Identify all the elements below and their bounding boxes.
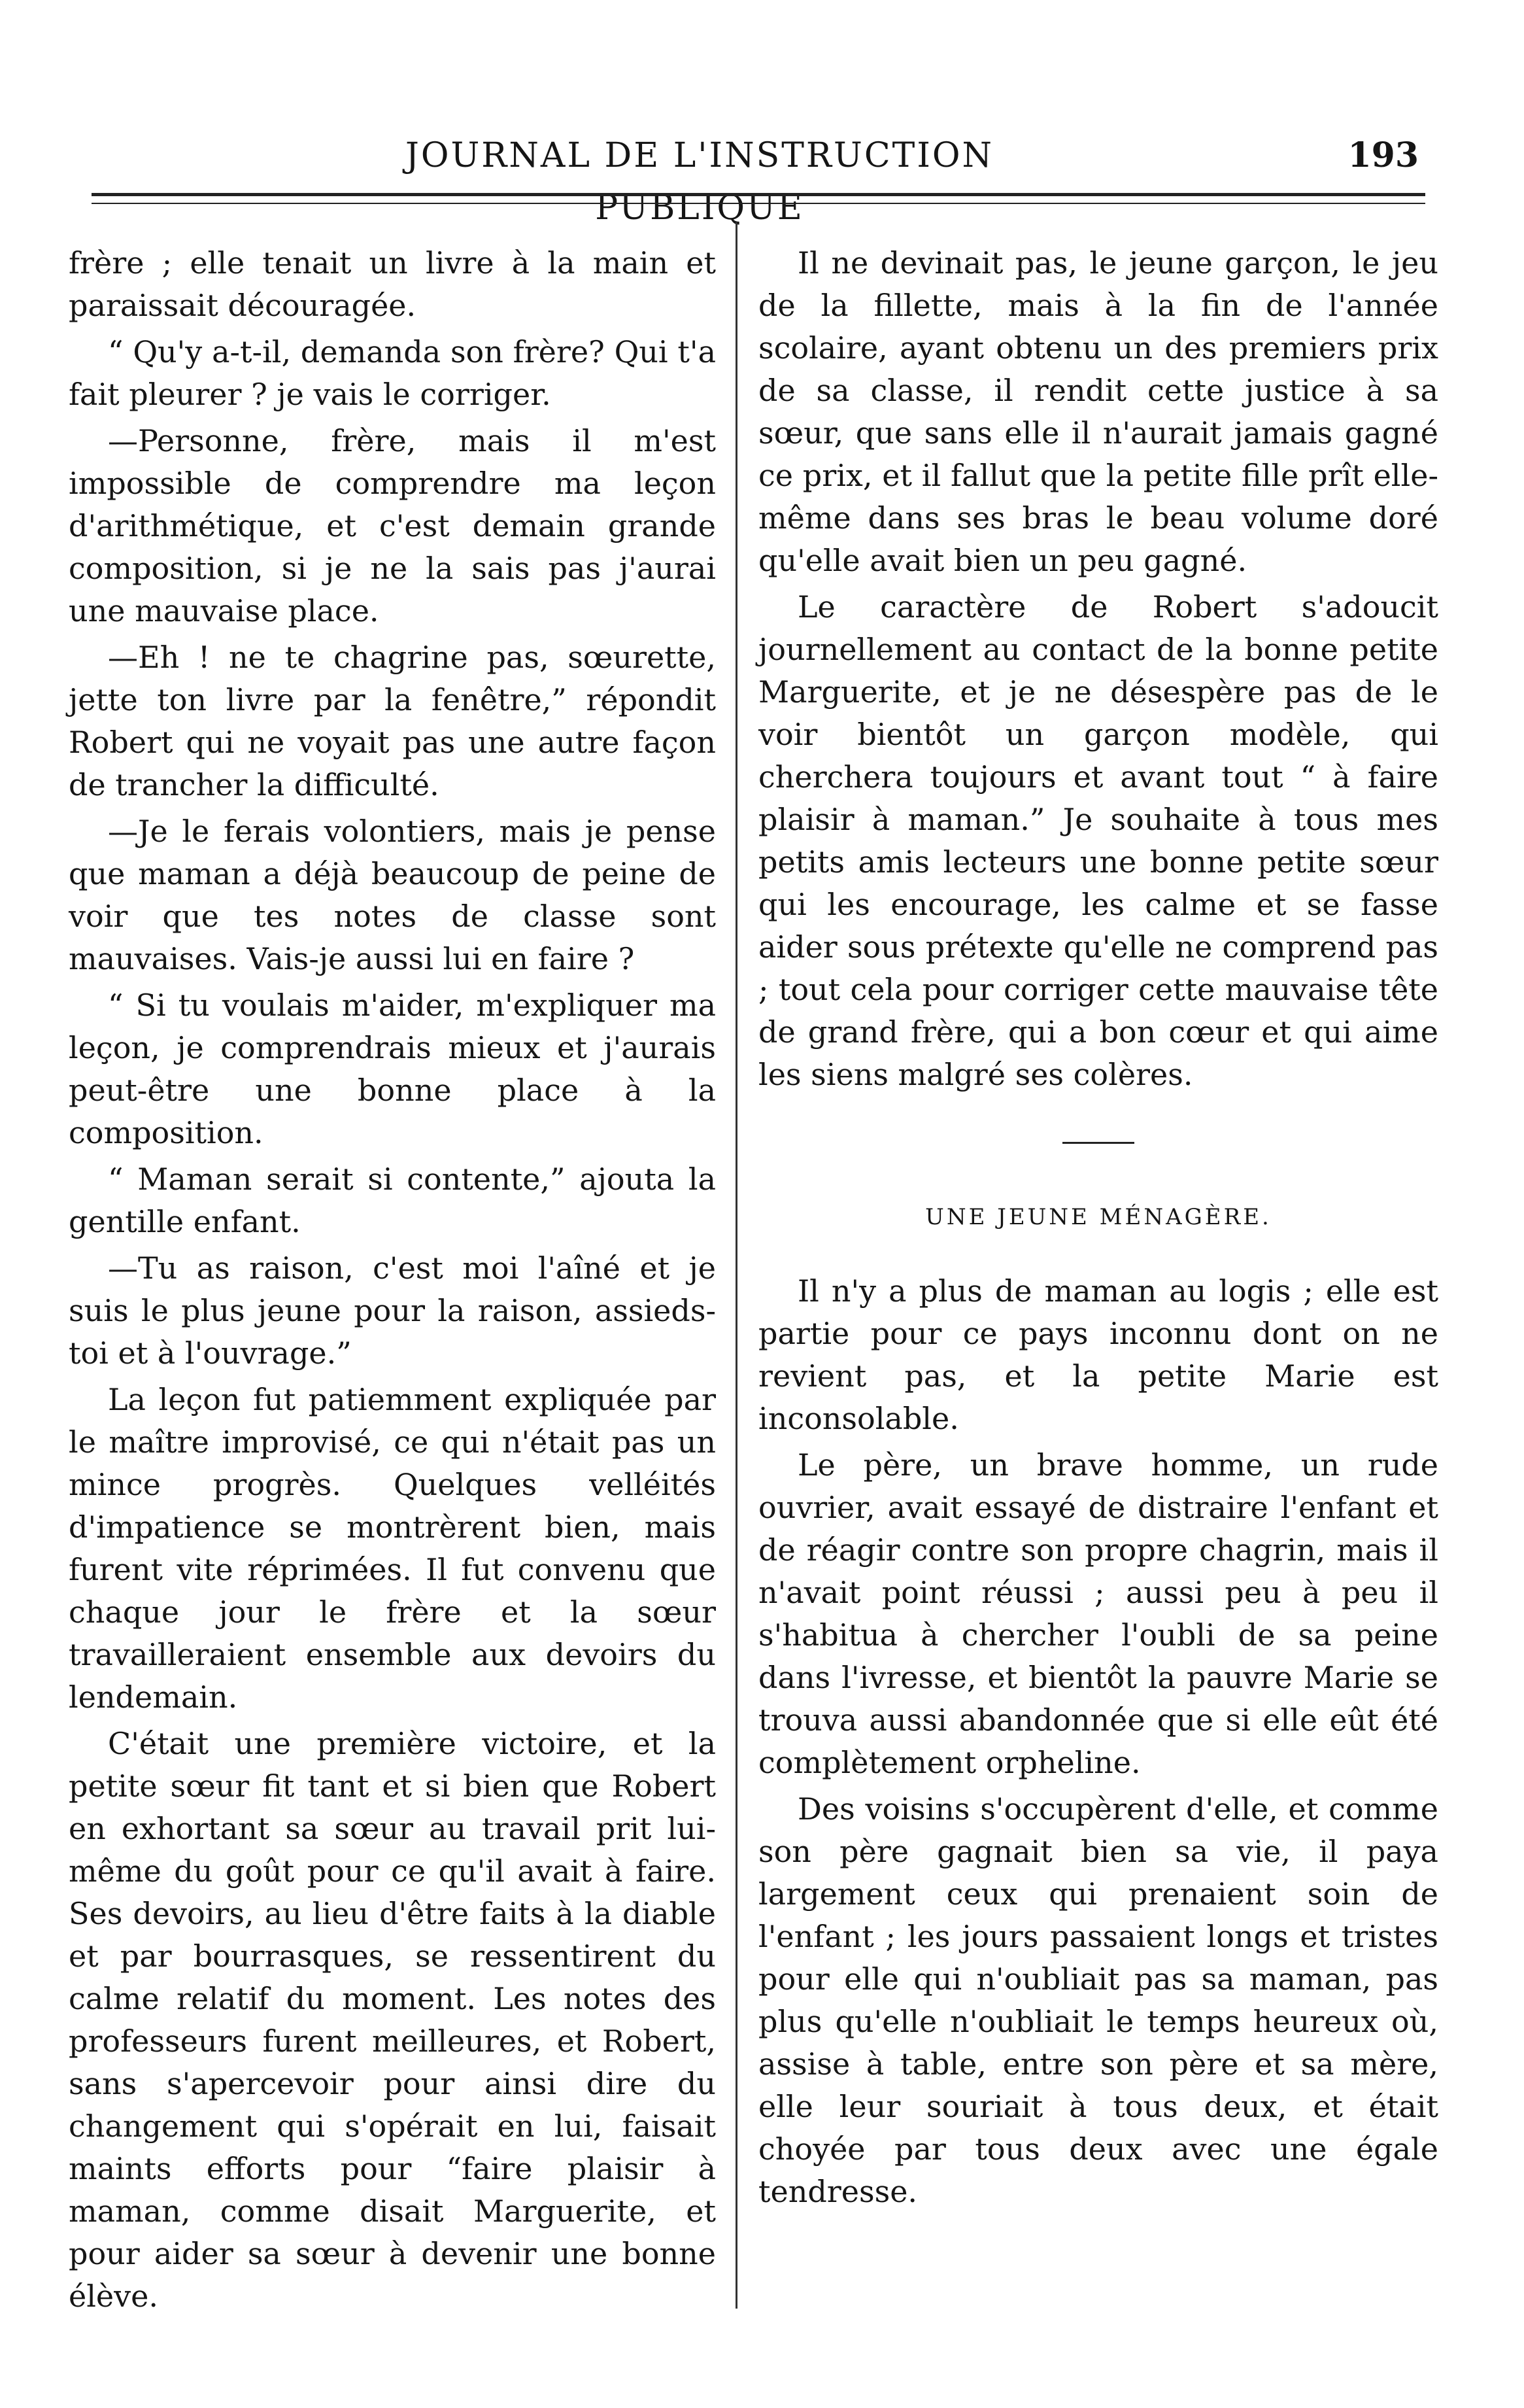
paragraph: —Tu as raison, c'est moi l'aîné et je suis le plus jeune pour la raison, assieds-toi et à l'ouvrage.” bbox=[69, 1250, 716, 1371]
header-rule bbox=[92, 193, 1425, 196]
right-column bbox=[758, 242, 1438, 2213]
paragraph: C'était une première victoire, et la petite sœur fit tant et si bien que Robert en exhortant sa sœur au travail prit lui-même du goût pour ce qu'il avait à faire. Ses devoirs, au lieu d'être faits à la diable et par bourrasques, se ressentirent du calme relatif du moment. Les notes des professeurs furent meilleures, et Robert, sans s'apercevoir pour ainsi dire du changement qui s'opérait en lui, faisait maints efforts pour “faire plaisir à maman, comme disait Marguerite, et pour aider sa sœur à devenir une bonne élève. bbox=[69, 1726, 716, 2314]
paragraph: Le caractère de Robert s'adoucit journellement au contact de la bonne petite Marguerite, et je ne désespère pas de le voir bientôt un garçon modèle, qui cherchera toujours et avant tout “ à faire plaisir à maman.” Je souhaite à tous mes petits amis lecteurs une bonne petite sœur qui les encourage, les calme et se fasse aider sous prétexte qu'elle ne comprend pas ; tout cela pour corriger cette mauvaise tête de grand frère, qui a bon cœur et qui aime les siens malgré ses colères. bbox=[758, 589, 1438, 1092]
paragraph: “ Maman serait si contente,” ajouta la gentille enfant. bbox=[69, 1161, 716, 1239]
column-divider bbox=[736, 222, 737, 2309]
paragraph: “ Si tu voulais m'aider, m'expliquer ma leçon, je comprendrais mieux et j'aurais peut-être une bonne place à la composition. bbox=[69, 988, 716, 1150]
section-divider bbox=[1062, 1142, 1134, 1144]
paragraph: Il ne devinait pas, le jeune garçon, le jeu de la fillette, mais à la fin de l'année scolaire, ayant obtenu un des premiers prix de sa classe, il rendit cette justice à sa sœur, que sans elle il n'aurait jamais gagné ce prix, et il fallut que la petite fille prît elle-même dans ses bras le beau volume doré qu'elle avait bien un peu gagné. bbox=[758, 245, 1438, 578]
paragraph: “ Qu'y a-t-il, demanda son frère? Qui t'a fait pleurer ? je vais le corriger. bbox=[69, 334, 716, 412]
paragraph: Des voisins s'occupèrent d'elle, et comme son père gagnait bien sa vie, il paya largement ceux qui prenaient soin de l'enfant ; les jours passaient longs et tristes pour elle qui n'oubliait pas sa maman, pas plus qu'elle n'oubliait le temps heureux où, assise à table, entre son père et sa mère, elle leur souriait à tous deux, et était choyée par tous deux avec une égale tendresse. bbox=[758, 1791, 1438, 2209]
section-title: UNE JEUNE MÉNAGÈRE. bbox=[925, 1204, 1272, 1230]
running-title: JOURNAL DE L'INSTRUCTION PUBLIQUE bbox=[405, 136, 994, 228]
page-number: 193 bbox=[1347, 135, 1419, 175]
paragraph: frère ; elle tenait un livre à la main et paraissait découragée. bbox=[69, 245, 716, 323]
paragraph: —Personne, frère, mais il m'est impossible de comprendre ma leçon d'arithmétique, et c'est demain grande composition, si je ne la sais pas j'aurai une mauvaise place. bbox=[69, 423, 716, 628]
paragraph: —Eh ! ne te chagrine pas, sœurette, jette ton livre par la fenêtre,” répondit Robert qui ne voyait pas une autre façon de trancher la difficulté. bbox=[69, 640, 716, 802]
paragraph: La leçon fut patiemment expliquée par le maître improvisé, ce qui n'était pas un mince progrès. Quelques velléités d'impatience se montrèrent bien, mais furent vite réprimées. Il fut convenu que chaque jour le frère et la sœur travailleraient ensemble aux devoirs du lendemain. bbox=[69, 1382, 716, 1715]
paragraph: —Je le ferais volontiers, mais je pense que maman a déjà beaucoup de peine de voir que tes notes de classe sont mauvaises. Vais-je aussi lui en faire ? bbox=[69, 814, 716, 976]
paragraph: Il n'y a plus de maman au logis ; elle est partie pour ce pays inconnu dont on ne revient pas, et la petite Marie est inconsolable. bbox=[758, 1273, 1438, 1436]
left-column bbox=[69, 242, 716, 2318]
running-header bbox=[72, 129, 1419, 228]
paragraph: Le père, un brave homme, un rude ouvrier, avait essayé de distraire l'enfant et de réagir contre son propre chagrin, mais il n'avait point réussi ; aussi peu à peu il s'habitua à chercher l'oubli de sa peine dans l'ivresse, et bientôt la pauvre Marie se trouva aussi abandonnée que si elle eût été complètement orpheline. bbox=[758, 1447, 1438, 1780]
header-rule-thin bbox=[92, 203, 1425, 204]
